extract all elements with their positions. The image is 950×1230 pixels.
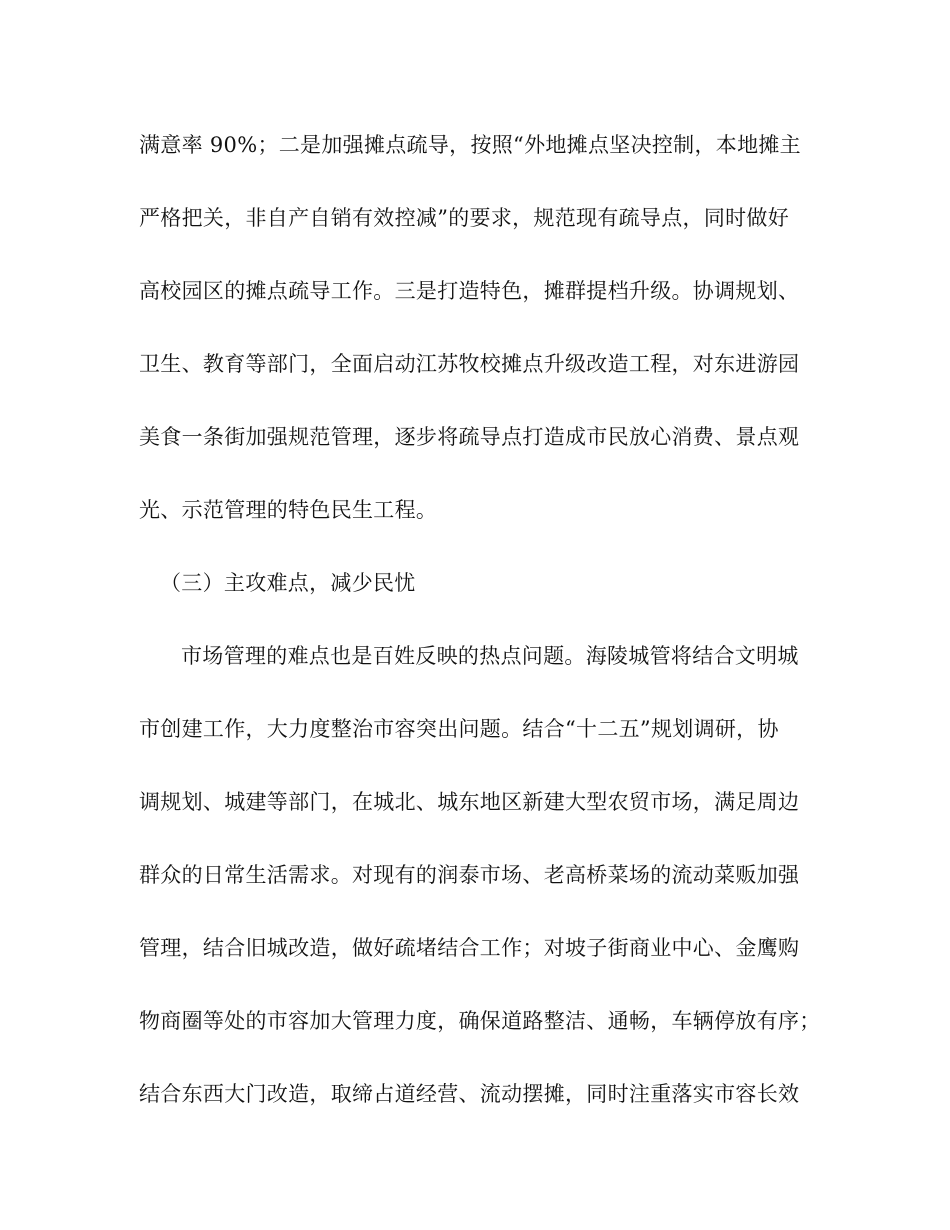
section-heading: （三）主攻难点，减少民忧 [160, 571, 416, 595]
paragraph-line-4: 卫生、教育等部门，全面启动江苏牧校摊点升级改造工程，对东进游园 [139, 352, 800, 376]
paragraph-line-6: 光、示范管理的特色民生工程。 [139, 498, 438, 522]
paragraph-line-11: 管理，结合旧城改造，做好疏堵结合工作；对坡子街商业中心、金鹰购 [139, 936, 800, 960]
paragraph-line-2: 严格把关，非自产自销有效控减”的要求，规范现有疏导点，同时做好 [139, 206, 790, 230]
paragraph-line-1: 满意率 90%；二是加强摊点疏导，按照“外地摊点坚决控制，本地摊主 [139, 133, 801, 157]
paragraph-line-3: 高校园区的摊点疏导工作。三是打造特色，摊群提档升级。协调规划、 [139, 279, 800, 303]
paragraph-line-13: 结合东西大门改造，取缔占道经营、流动摆摊，同时注重落实市容长效 [139, 1082, 800, 1106]
paragraph-line-10: 群众的日常生活需求。对现有的润泰市场、老高桥菜场的流动菜贩加强 [139, 863, 800, 887]
paragraph-line-9: 调规划、城建等部门，在城北、城东地区新建大型农贸市场，满足周边 [139, 790, 800, 814]
paragraph-line-8: 市创建工作，大力度整治市容突出问题。结合“十二五”规划调研，协 [139, 717, 779, 741]
paragraph-line-7: 市场管理的难点也是百姓反映的热点问题。海陵城管将结合文明城 [181, 644, 799, 668]
paragraph-line-5: 美食一条街加强规范管理，逐步将疏导点打造成市民放心消费、景点观 [139, 425, 800, 449]
paragraph-line-12: 物商圈等处的市容加大管理力度，确保道路整洁、通畅，车辆停放有序； [139, 1009, 821, 1033]
